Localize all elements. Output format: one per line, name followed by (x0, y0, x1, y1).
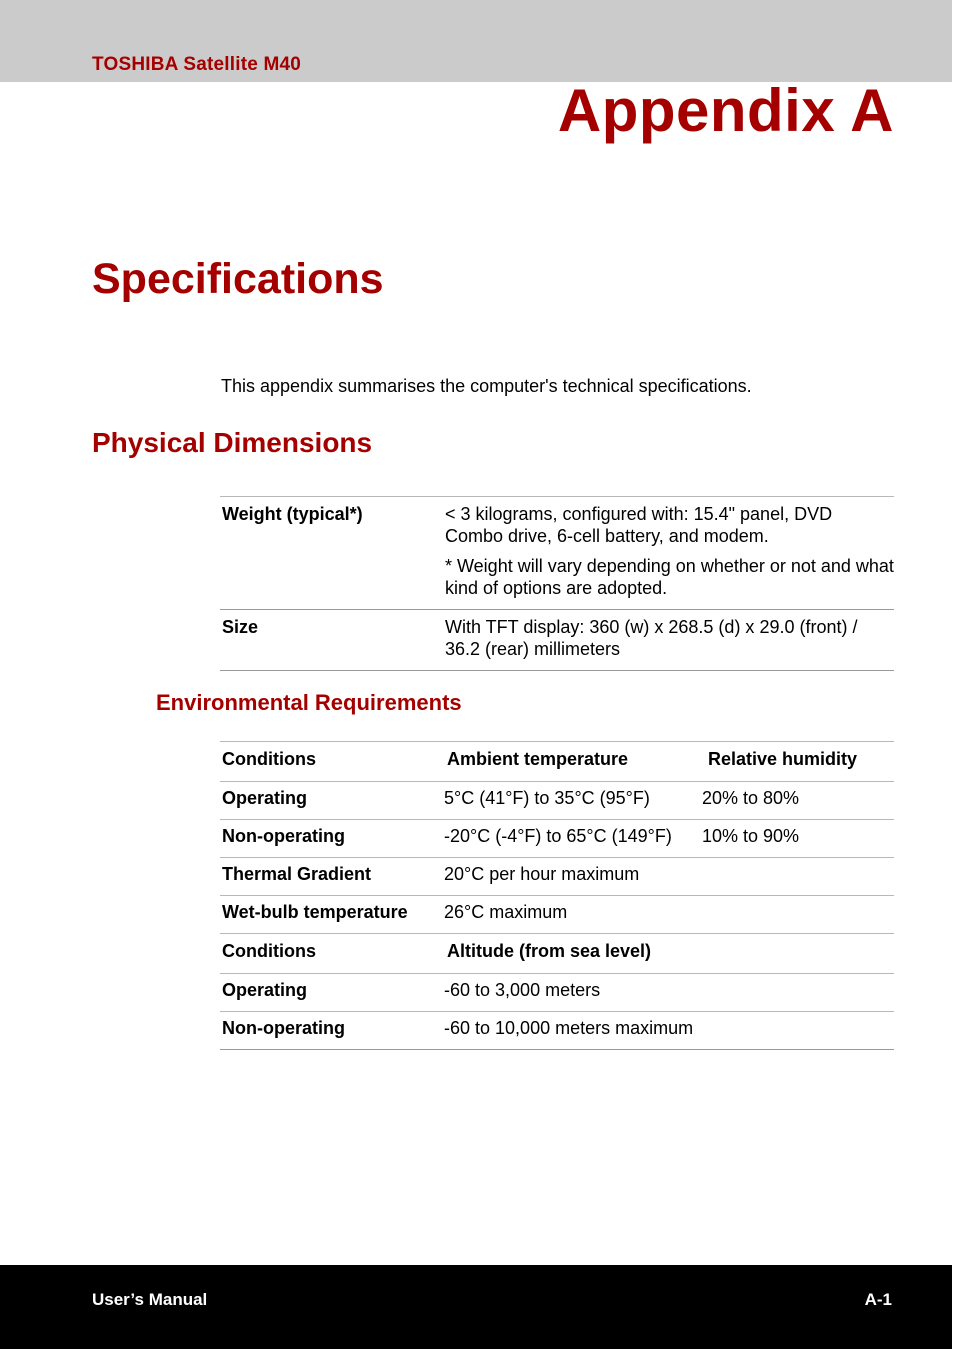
table-row (220, 1012, 894, 1050)
table-row (220, 896, 894, 934)
table-cell: Non-operating (222, 1018, 345, 1038)
table-cell: Operating (222, 980, 308, 1000)
table-row (220, 610, 894, 671)
physical-dimensions-table (220, 496, 894, 671)
table-cell: 20°C per hour maximum (444, 864, 640, 884)
table-cell: Operating (222, 788, 308, 808)
column-header: Ambient temperature (447, 749, 629, 769)
row-value (445, 497, 894, 610)
table-cell: 26°C maximum (444, 902, 568, 922)
environmental-table (220, 741, 894, 1050)
intro-paragraph: This appendix summarises the computer's technical specifications. (221, 376, 752, 396)
table-cell: -60 to 10,000 meters maximum (444, 1018, 694, 1038)
table-row (220, 782, 894, 820)
table-row (220, 858, 894, 896)
table-row (220, 497, 894, 610)
table-cell: -20°C (-4°F) to 65°C (149°F) (444, 826, 672, 846)
table-cell: Non-operating (222, 826, 345, 846)
footer-manual-label: User’s Manual (92, 1290, 208, 1309)
column-header: Relative humidity (708, 749, 858, 769)
table-header-row (220, 934, 894, 974)
column-header: Conditions (222, 749, 316, 769)
value-line: With TFT display: 360 (w) x 268.5 (d) x 29.0 (front) / 36.2 (rear) millimeters (445, 617, 858, 659)
column-header: Conditions (222, 941, 316, 961)
table-cell: 20% to 80% (702, 788, 800, 808)
table-row (220, 820, 894, 858)
table-cell: 10% to 90% (702, 826, 800, 846)
physical-dimensions-heading: Physical Dimensions (92, 427, 373, 458)
value-note: * Weight will vary depending on whether or not and what kind of options are adopted. (445, 556, 894, 598)
table-row (220, 974, 894, 1012)
chapter-title: Specifications (92, 255, 384, 303)
row-value (445, 610, 894, 671)
table-cell: -60 to 3,000 meters (444, 980, 601, 1000)
row-label: Size (222, 617, 259, 637)
appendix-title: Appendix A (557, 77, 894, 144)
value-line: < 3 kilograms, configured with: 15.4" panel, DVD Combo drive, 6-cell battery, and modem. (445, 504, 833, 546)
environmental-requirements-heading: Environmental Requirements (156, 690, 462, 715)
table-header-row (220, 742, 894, 782)
running-header-title: TOSHIBA Satellite M40 (92, 54, 302, 75)
page-number: A-1 (864, 1290, 892, 1309)
table-cell: Thermal Gradient (222, 864, 372, 884)
table-cell: Wet-bulb temperature (222, 902, 408, 922)
row-label: Weight (typical*) (222, 504, 363, 524)
table-cell: 5°C (41°F) to 35°C (95°F) (444, 788, 650, 808)
column-header: Altitude (from sea level) (447, 941, 652, 961)
